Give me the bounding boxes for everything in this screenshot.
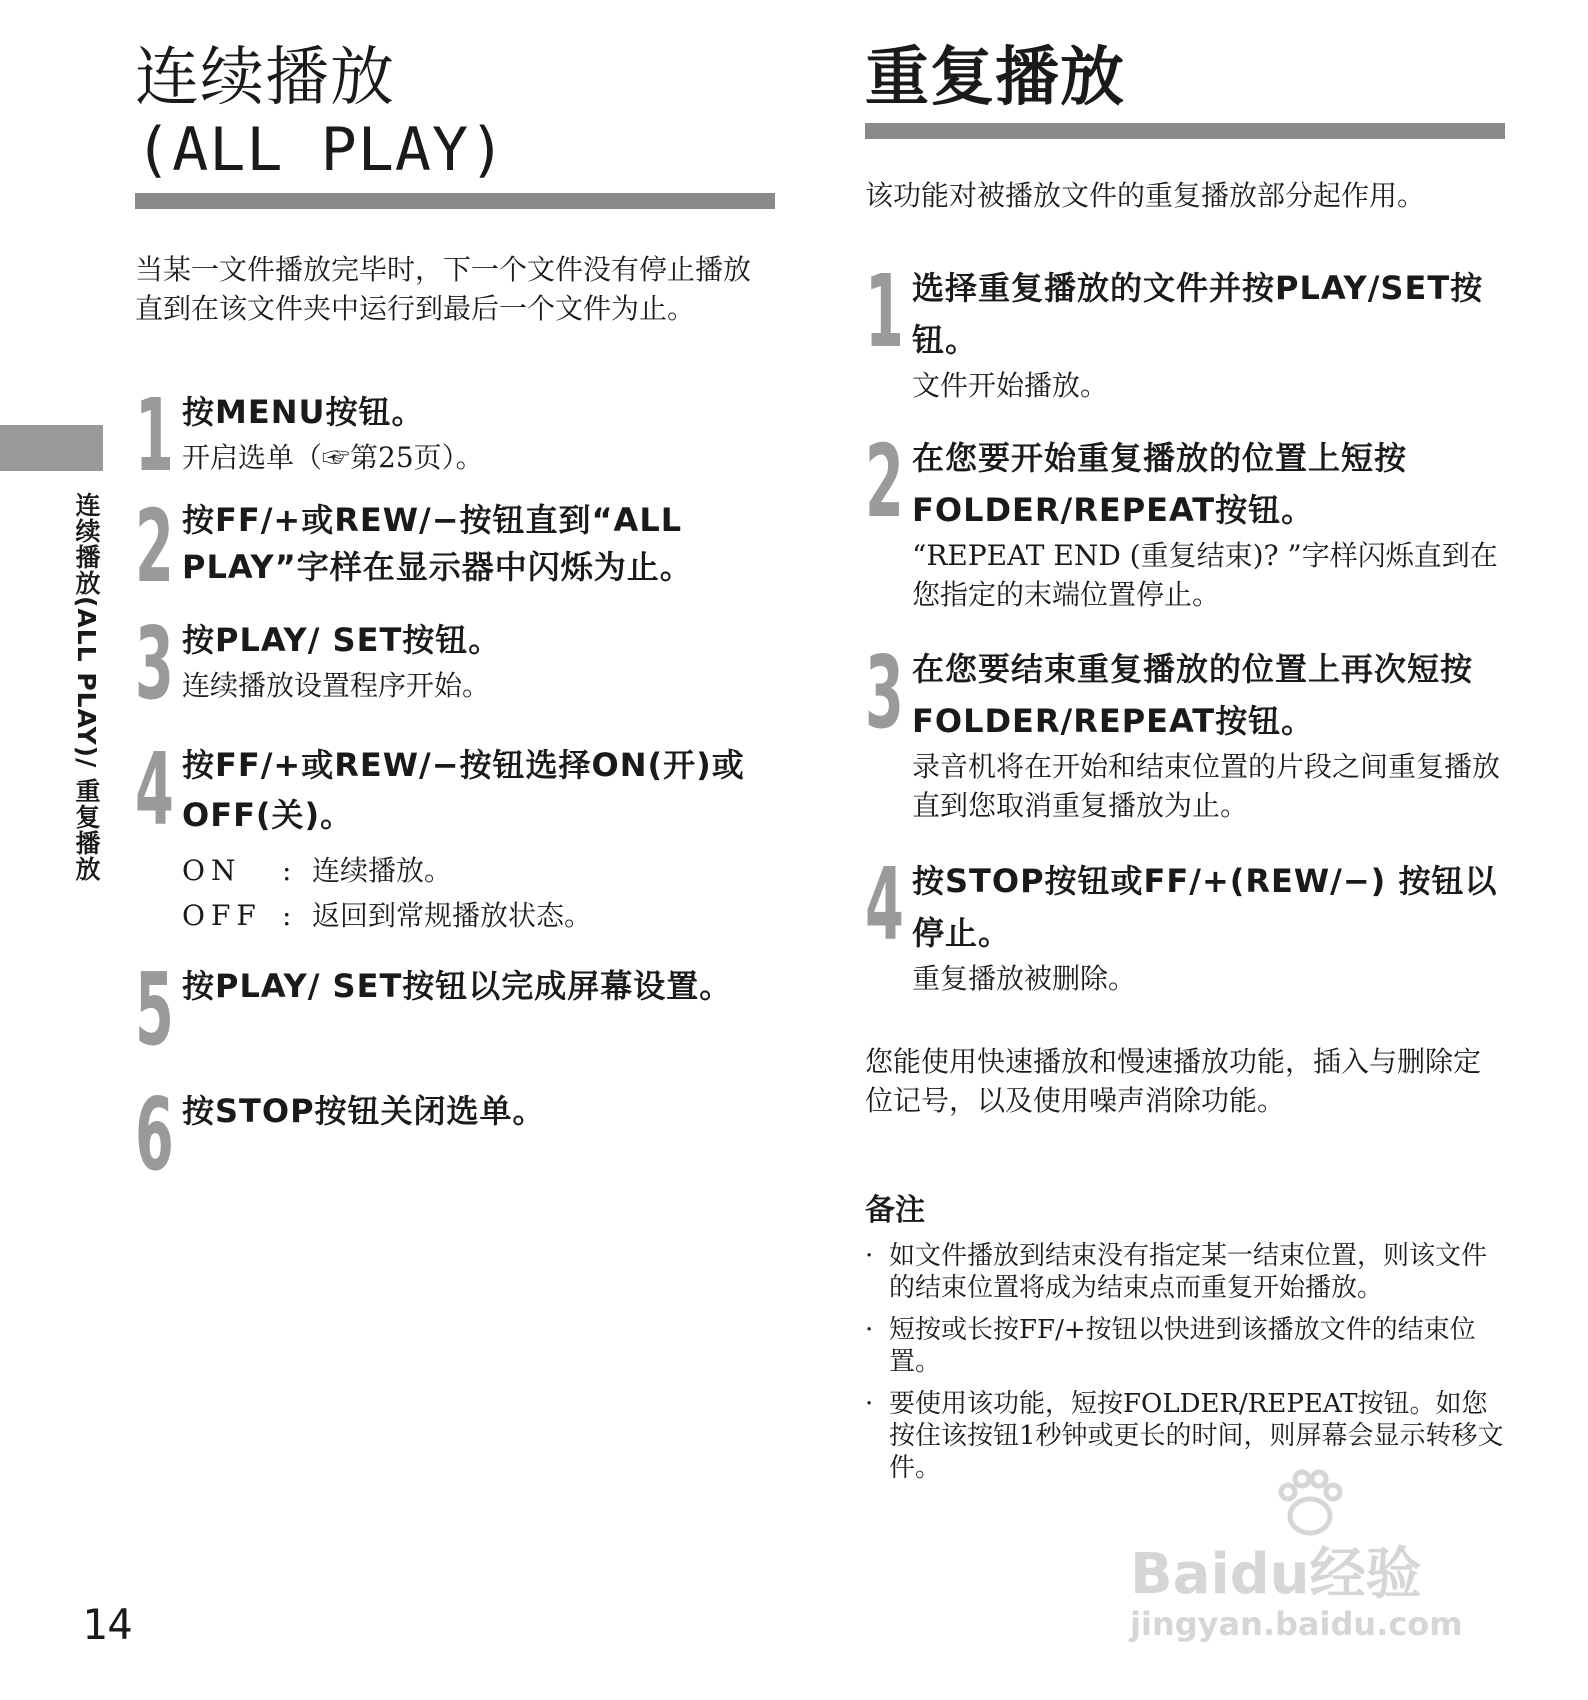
step-detail: “REPEAT END (重复结束)? ”字样闪烁直到在您指定的末端位置停止。 — [912, 539, 1498, 611]
step-instruction: 按STOP按钮或FF/+(REW/−) 按钮以停止。 — [912, 862, 1498, 952]
sidebar-label: 连续播放(ALL PLAY)/ 重复播放 — [72, 492, 101, 882]
step-instruction: 按FF/+或REW/−按钮直到“ALL PLAY”字样在显示器中闪烁为止。 — [182, 501, 693, 586]
step-instruction: 在您要开始重复播放的位置上短按FOLDER/REPEAT按钮。 — [912, 439, 1408, 529]
step-instruction: 在您要结束重复播放的位置上再次短按FOLDER/REPEAT按钮。 — [912, 650, 1474, 740]
step-instruction: 按STOP按钮关闭选单。 — [182, 1092, 546, 1130]
step-number: 1 — [865, 253, 904, 370]
step-instruction: 按PLAY/ SET按钮以完成屏幕设置。 — [182, 967, 733, 1005]
step-number: 3 — [865, 634, 904, 751]
note-item: · 要使用该功能，短按FOLDER/REPEAT按钮。如您按住该按钮1秒钟或更长的时间，则屏幕会显示转移文件。 — [865, 1388, 1505, 1484]
title-line-1: 连续播放 — [135, 41, 395, 115]
title-underline-right — [865, 123, 1505, 139]
repeat-after-text: 您能使用快速播放和慢速播放功能，插入与删除定位记号，以及使用噪声消除功能。 — [865, 1045, 1482, 1117]
option-off: OFF : 返回到常规播放状态。 — [182, 899, 593, 932]
step-instruction: 按PLAY/ SET按钮。 — [182, 621, 502, 659]
step-number: 3 — [135, 605, 174, 722]
left-step-3 — [135, 605, 775, 722]
title-underline-left — [135, 193, 775, 209]
left-step-1 — [135, 377, 775, 494]
step-detail: 文件开始播放。 — [912, 369, 1109, 402]
right-step-1 — [865, 253, 1505, 405]
step-instruction: 选择重复播放的文件并按PLAY/SET按钮。 — [912, 269, 1484, 359]
page-number: 14 — [82, 1600, 133, 1649]
right-step-4 — [865, 846, 1505, 998]
left-step-4 — [135, 731, 775, 938]
option-on: ON : 连续播放。 — [182, 854, 453, 887]
all-play-intro: 当某一文件播放完毕时，下一个文件没有停止播放直到在该文件夹中运行到最后一个文件为止。 — [135, 253, 752, 325]
right-step-2 — [865, 423, 1505, 614]
step-number: 2 — [865, 423, 904, 540]
step-detail: 开启选单（☞第25页）。 — [182, 441, 484, 474]
step-detail: 录音机将在开始和结束位置的片段之间重复播放直到您取消重复播放为止。 — [912, 750, 1501, 822]
step-number: 1 — [135, 377, 174, 494]
step-number: 6 — [135, 1076, 174, 1193]
repeat-title: 重复播放 — [865, 41, 1125, 115]
paw-icon — [1270, 1468, 1350, 1538]
step-number: 5 — [135, 951, 174, 1068]
notes-list — [865, 1240, 1505, 1494]
step-number: 2 — [135, 488, 174, 605]
step-instruction: 按FF/+或REW/−按钮选择ON(开)或OFF(关)。 — [182, 746, 745, 834]
note-item: · 短按或长按FF/+按钮以快进到该播放文件的结束位置。 — [865, 1314, 1505, 1378]
left-step-6 — [135, 1076, 775, 1193]
step-number: 4 — [865, 846, 904, 963]
repeat-intro: 该功能对被播放文件的重复播放部分起作用。 — [865, 179, 1426, 212]
all-play-title — [135, 42, 506, 186]
step-instruction: 按MENU按钮。 — [182, 393, 425, 431]
note-heading: 备注 — [865, 1193, 925, 1228]
section-tab — [0, 425, 103, 471]
note-item: · 如文件播放到结束没有指定某一结束位置，则该文件的结束位置将成为结束点而重复开始播放。 — [865, 1240, 1505, 1304]
step-number: 4 — [135, 731, 174, 848]
title-line-2: (ALL PLAY) — [135, 115, 507, 185]
left-step-5 — [135, 951, 775, 1068]
watermark-url: jingyan.baidu.com — [1130, 1605, 1463, 1643]
right-step-3 — [865, 634, 1505, 825]
watermark-brand: Baidu经验 — [1130, 1542, 1422, 1607]
step-detail: 重复播放被删除。 — [912, 962, 1137, 995]
step-detail: 连续播放设置程序开始。 — [182, 669, 491, 702]
left-step-2 — [135, 488, 775, 605]
